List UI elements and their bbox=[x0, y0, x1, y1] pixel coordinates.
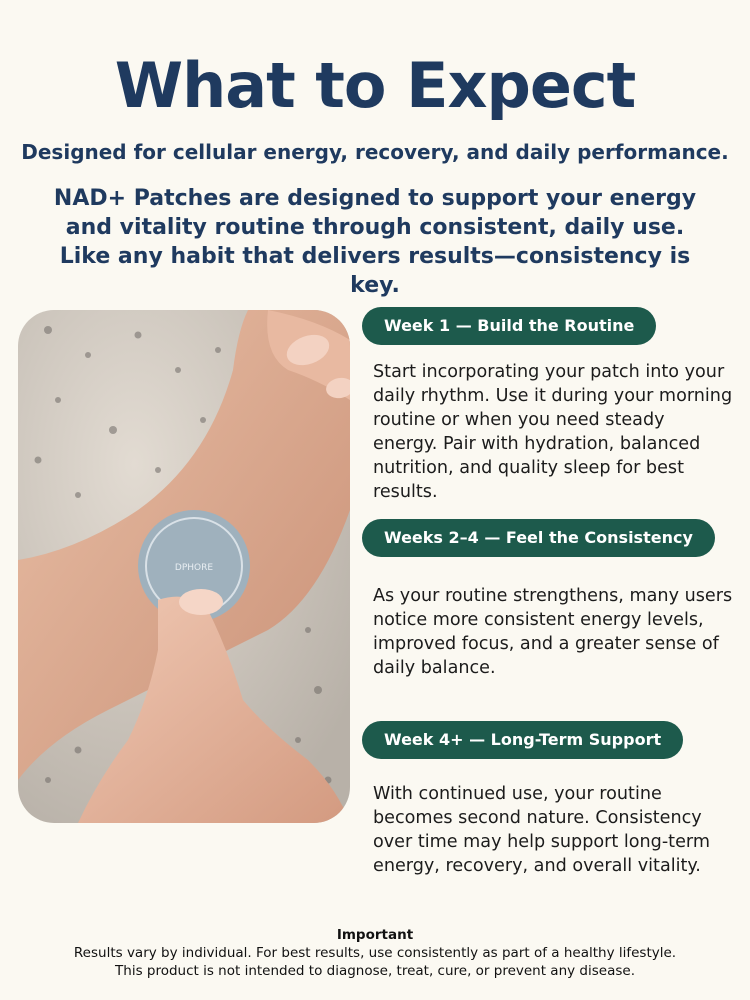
disclaimer-line-1: Results vary by individual. For best results, use consistently as part of a healthy lifestyle. bbox=[73, 945, 677, 961]
patch-photo bbox=[18, 310, 350, 823]
patch-logo: DPHORE bbox=[174, 563, 214, 573]
weeks-2-4-label: Weeks 2–4 — Feel the Consistency bbox=[362, 519, 715, 557]
disclaimer-line-2: This product is not intended to diagnose, treat, cure, or prevent any disease. bbox=[115, 963, 635, 979]
disclaimer-heading: Important bbox=[336, 927, 414, 943]
week-1-text: Start incorporating your patch into your daily rhythm. Use it during your morning routine or when you need steady energy. Pair with hydration, balanced nutrition, and quality sleep for best results. bbox=[373, 362, 733, 502]
intro-paragraph: NAD+ Patches are designed to support your energy and vitality routine through consistent, daily use. Like any habit that delivers results—consistency is key. bbox=[53, 186, 697, 298]
patch-photo-illustration bbox=[18, 310, 350, 823]
disclaimer bbox=[0, 926, 750, 980]
week-4-plus-text: With continued use, your routine becomes second nature. Consistency over time may help support long-term energy, recovery, and overall vitality. bbox=[373, 784, 710, 876]
page-subtitle: Designed for cellular energy, recovery, and daily performance. bbox=[21, 140, 729, 164]
week-1-label: Week 1 — Build the Routine bbox=[362, 307, 656, 345]
week-4-plus-label: Week 4+ — Long-Term Support bbox=[362, 721, 683, 759]
page-title: What to Expect bbox=[114, 49, 636, 122]
weeks-2-4-text: As your routine strengthens, many users notice more consistent energy levels, improved focus, and a greater sense of daily balance. bbox=[373, 586, 733, 678]
